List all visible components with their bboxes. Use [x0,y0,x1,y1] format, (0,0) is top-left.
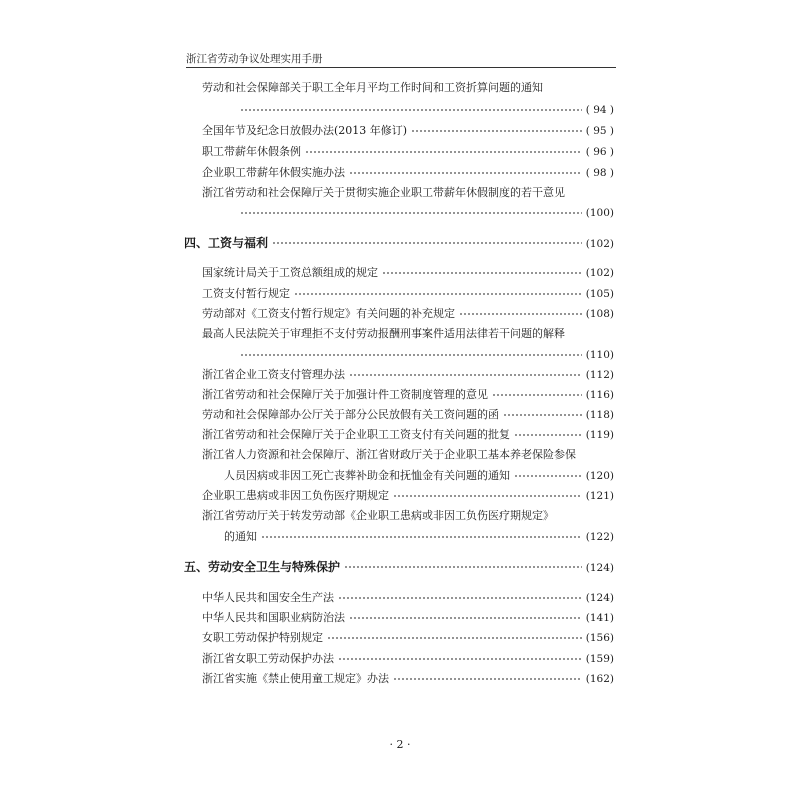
toc-entry[interactable] [202,326,614,342]
toc-entry-page: (108) [585,308,614,320]
toc-entry[interactable] [202,488,614,504]
toc-entry-title: 浙江省劳动厅关于转发劳动部《企业职工患病或非因工负伤医疗期规定》 [202,509,554,522]
toc-entry-title: 工资支付暂行规定 [202,287,290,300]
toc-entry[interactable] [202,80,614,96]
toc-entry-page: ( 95 ) [585,125,614,137]
toc-entry-page: (122) [585,531,614,543]
toc-entry-continuation[interactable] [224,529,614,545]
toc-entry[interactable] [202,630,614,646]
section-heading-title: 四、工资与福利 [184,236,269,250]
toc-entry[interactable] [202,306,614,322]
toc-entry[interactable] [202,387,614,403]
header-rule [186,67,616,68]
toc-entry-title: 企业职工患病或非因工负伤医疗期规定 [202,489,389,502]
toc-entry-title: 浙江省企业工资支付管理办法 [202,368,345,381]
toc-entry[interactable] [202,427,614,443]
toc-entry-continuation[interactable] [224,468,614,484]
leader-dots [338,594,582,602]
leader-dots [503,411,582,419]
toc-entry-page: (110) [585,349,614,361]
toc-entry[interactable] [202,671,614,687]
toc-entry-title: 女职工劳动保护特别规定 [202,631,323,644]
toc-entry-title: 人员因病或非因工死亡丧葬补助金和抚恤金有关问题的通知 [224,469,510,482]
toc-entry-page: (100) [585,207,614,219]
toc-entry[interactable] [202,165,614,181]
leader-dots [411,127,582,135]
section-heading[interactable] [184,559,614,575]
leader-dots [382,269,582,277]
toc-entry-title: 浙江省劳动和社会保障厅关于加强计件工资制度管理的意见 [202,388,488,401]
leader-dots [393,675,582,683]
toc-entry-page: (116) [585,389,614,401]
toc-entry-page: (120) [585,470,614,482]
toc-entry-title: 浙江省人力资源和社会保障厅、浙江省财政厅关于企业职工基本养老保险参保 [202,448,576,461]
leader-dots [294,290,582,298]
leader-dots [240,106,582,114]
toc-entry-page: ( 94 ) [585,104,614,116]
leader-dots [305,148,582,156]
toc-entry-title: 劳动部对《工资支付暂行规定》有关问题的补充规定 [202,307,455,320]
toc-entry-page: (162) [585,673,614,685]
leader-dots [514,431,582,439]
toc-entry-title: 中华人民共和国职业病防治法 [202,611,345,624]
toc-entry-page: ( 96 ) [585,146,614,158]
leader-dots [459,310,582,318]
toc-entry-title: 全国年节及纪念日放假办法(2013 年修订) [202,124,408,137]
toc-entry-page: (119) [585,429,614,441]
leader-dots [492,391,582,399]
leader-dots [272,239,582,247]
toc-entry[interactable] [202,590,614,606]
leader-dots [327,634,582,642]
toc-entry[interactable] [202,265,614,281]
toc-entry-title: 职工带薪年休假条例 [202,145,301,158]
leader-dots [261,533,582,541]
toc-entry-page: ( 98 ) [585,167,614,179]
toc-entry[interactable] [202,286,614,302]
toc-entry-page: (121) [585,490,614,502]
toc-entry-page: (124) [585,592,614,604]
toc-entry-page: (112) [585,369,614,381]
toc-entry-title: 中华人民共和国安全生产法 [202,591,334,604]
toc-entry-continuation[interactable] [236,102,614,118]
toc-entry-title: 浙江省女职工劳动保护办法 [202,652,334,665]
toc-entry-title: 国家统计局关于工资总额组成的规定 [202,266,378,279]
leader-dots [349,614,582,622]
toc-entry-page: (156) [585,632,614,644]
toc-entry-continuation[interactable] [236,205,614,221]
toc-entry-page: (141) [585,612,614,624]
leader-dots [240,351,582,359]
running-header: 浙江省劳动争议处理实用手册 [186,53,323,65]
toc-entry[interactable] [202,407,614,423]
toc-entry[interactable] [202,651,614,667]
toc-entry-title: 企业职工带薪年休假实施办法 [202,166,345,179]
toc-entry-page: (105) [585,288,614,300]
toc-entry-title: 的通知 [224,530,257,543]
leader-dots [338,655,582,663]
toc-entry-title: 最高人民法院关于审理拒不支付劳动报酬刑事案件适用法律若干问题的解释 [202,327,565,340]
toc-entry-title: 劳动和社会保障部办公厅关于部分公民放假有关工资问题的函 [202,408,499,421]
toc-entry[interactable] [202,610,614,626]
toc-entry-title: 浙江省劳动和社会保障厅关于企业职工工资支付有关问题的批复 [202,428,510,441]
section-heading-title: 五、劳动安全卫生与特殊保护 [184,560,341,574]
leader-dots [349,371,582,379]
section-heading-page: (102) [585,238,614,250]
toc-entry-title: 劳动和社会保障部关于职工全年月平均工作时间和工资折算问题的通知 [202,81,543,94]
toc-entry-page: (118) [585,409,614,421]
toc-entry[interactable] [202,185,614,201]
toc-entry-page: (159) [585,653,614,665]
toc-entry[interactable] [202,508,614,524]
toc-entry-page: (102) [585,267,614,279]
leader-dots [393,492,582,500]
toc-entry[interactable] [202,447,614,463]
toc-entry[interactable] [202,367,614,383]
section-heading[interactable] [184,235,614,251]
section-heading-page: (124) [585,562,614,574]
leader-dots [344,563,582,571]
leader-dots [349,169,582,177]
toc-entry-title: 浙江省劳动和社会保障厅关于贯彻实施企业职工带薪年休假制度的若干意见 [202,186,565,199]
page-number: · 2 · [389,738,411,751]
leader-dots [514,472,582,480]
toc-entry-continuation[interactable] [236,347,614,363]
toc-entry[interactable] [202,144,614,160]
toc-entry-title: 浙江省实施《禁止使用童工规定》办法 [202,672,389,685]
toc-entry[interactable] [202,123,614,139]
leader-dots [240,209,582,217]
